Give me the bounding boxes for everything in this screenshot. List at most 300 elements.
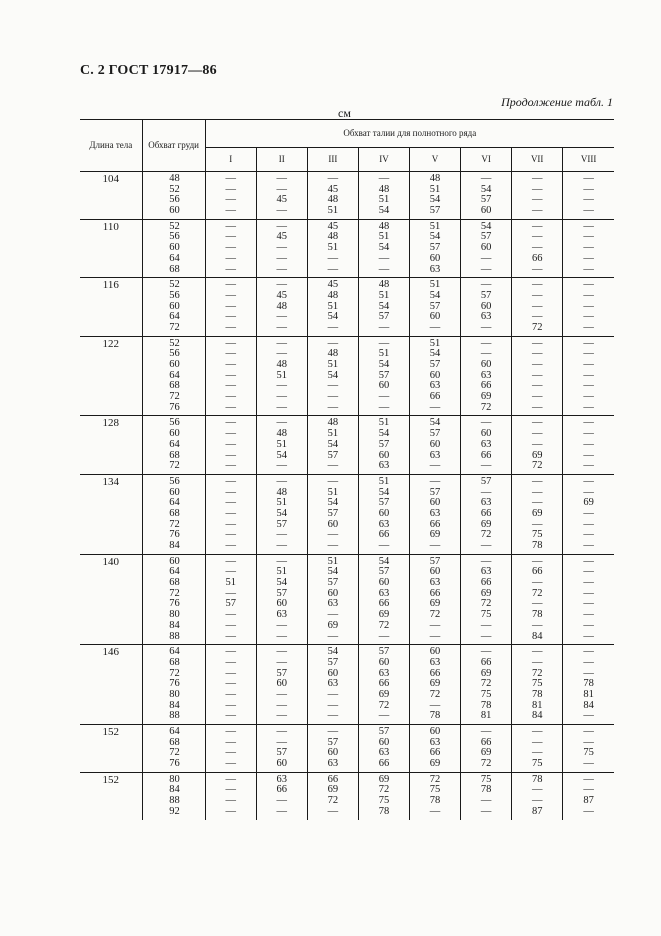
chest-girth-value: 60 <box>169 428 180 440</box>
waist-value: 60 <box>429 566 441 578</box>
waist-value-cell <box>563 278 614 336</box>
waist-value-cell <box>205 336 256 416</box>
waist-value: 57 <box>276 667 288 679</box>
waist-value-cell <box>205 416 256 474</box>
waist-value: — <box>531 380 543 392</box>
header-waist-col: I <box>205 148 256 172</box>
chest-girth-value: 56 <box>169 289 180 301</box>
waist-value: — <box>225 359 236 370</box>
waist-value-cell <box>205 172 256 220</box>
waist-value-cell <box>563 772 614 819</box>
waist-value: 63 <box>378 518 390 530</box>
waist-value: — <box>531 337 543 349</box>
waist-value-cell <box>256 416 307 474</box>
chest-girth-value: 84 <box>169 540 180 551</box>
waist-value: — <box>276 311 288 323</box>
waist-value: — <box>531 598 543 610</box>
waist-value: — <box>276 391 288 403</box>
waist-value: — <box>583 540 594 551</box>
waist-value-cell <box>563 474 614 554</box>
waist-value: 57 <box>327 507 339 519</box>
waist-value-cell <box>205 725 256 773</box>
waist-value: — <box>429 540 441 551</box>
length-group <box>80 645 614 725</box>
length-group <box>80 474 614 554</box>
waist-value: 57 <box>429 428 441 440</box>
waist-value: — <box>480 263 492 275</box>
waist-value: 60 <box>327 587 339 599</box>
waist-value: — <box>583 438 594 450</box>
waist-value: 87 <box>583 795 594 807</box>
header-waist-col: VIII <box>563 148 614 172</box>
waist-value: — <box>225 300 236 312</box>
waist-value: — <box>583 401 594 413</box>
waist-value: 51 <box>276 566 288 578</box>
waist-value: — <box>531 486 543 498</box>
waist-value: 78 <box>480 784 492 796</box>
waist-value: — <box>583 619 594 631</box>
chest-girth-value: 64 <box>169 369 180 381</box>
waist-value: — <box>429 619 441 631</box>
waist-value-cell <box>307 554 358 645</box>
waist-value: — <box>583 475 594 487</box>
waist-value: 54 <box>378 428 390 440</box>
waist-value: 63 <box>378 587 390 599</box>
waist-value: 48 <box>276 300 288 312</box>
waist-value: — <box>583 758 594 770</box>
waist-value: 60 <box>276 678 288 690</box>
waist-value-cell <box>512 474 563 554</box>
waist-value: 63 <box>327 678 339 690</box>
chest-girth-value: 88 <box>169 795 180 807</box>
waist-value: 66 <box>531 566 543 578</box>
waist-value: 54 <box>480 220 492 232</box>
waist-value: — <box>480 417 492 429</box>
waist-value: 57 <box>480 475 492 487</box>
waist-value: 57 <box>429 242 441 254</box>
waist-value: — <box>583 220 594 232</box>
chest-girth-cell <box>142 645 205 725</box>
length-group <box>80 172 614 220</box>
chest-girth-value: 88 <box>169 710 180 722</box>
waist-value: 63 <box>480 311 492 323</box>
body-length-cell: 140 <box>80 554 142 645</box>
chest-girth-value: 68 <box>169 380 180 392</box>
waist-value-cell <box>512 645 563 725</box>
waist-value: 69 <box>378 773 390 785</box>
waist-value: 57 <box>378 566 390 578</box>
chest-girth-value: 72 <box>169 587 180 599</box>
table-row <box>80 219 614 277</box>
waist-value: 60 <box>378 507 390 519</box>
waist-value: — <box>531 359 543 370</box>
waist-value: 69 <box>480 587 492 599</box>
chest-girth-value: 68 <box>169 507 180 519</box>
waist-value-cell <box>256 219 307 277</box>
waist-value: 51 <box>429 183 441 195</box>
waist-value: — <box>583 380 594 392</box>
waist-value: — <box>276 205 288 217</box>
waist-value: 57 <box>327 656 339 668</box>
length-group <box>80 416 614 474</box>
waist-value: 57 <box>378 311 390 323</box>
waist-value-cell <box>461 172 512 220</box>
waist-value-cell <box>358 645 409 725</box>
body-length-cell: 116 <box>80 278 142 336</box>
chest-girth-value: 64 <box>169 311 180 323</box>
waist-value-cell <box>358 416 409 474</box>
waist-value: — <box>583 289 594 301</box>
waist-value: 57 <box>429 486 441 498</box>
waist-value: 54 <box>378 555 390 567</box>
waist-value: — <box>583 773 594 785</box>
waist-value: 78 <box>583 678 594 690</box>
waist-value: — <box>583 656 594 668</box>
chest-girth-value: 68 <box>169 656 180 668</box>
waist-value: — <box>480 795 492 807</box>
waist-value: 72 <box>480 598 492 610</box>
waist-value: — <box>480 321 492 333</box>
length-group <box>80 725 614 773</box>
waist-value-cell <box>307 336 358 416</box>
waist-value-cell <box>512 554 563 645</box>
waist-value: — <box>429 805 441 817</box>
waist-value: 66 <box>429 667 441 679</box>
waist-value: — <box>225 486 236 498</box>
waist-value: 87 <box>531 805 543 817</box>
waist-value: — <box>378 391 390 403</box>
waist-value: — <box>276 630 288 642</box>
header-waist-col: II <box>256 148 307 172</box>
waist-value: 66 <box>429 587 441 599</box>
waist-value: — <box>583 667 594 679</box>
waist-value: 51 <box>378 417 390 429</box>
waist-value: 75 <box>583 747 594 759</box>
waist-value: 69 <box>480 747 492 759</box>
waist-value: — <box>531 736 543 748</box>
waist-value: — <box>583 587 594 599</box>
waist-value: 51 <box>429 279 441 291</box>
waist-value: 69 <box>378 688 390 700</box>
waist-value: — <box>583 646 594 658</box>
waist-value: — <box>583 577 594 589</box>
chest-girth-value: 76 <box>169 678 180 690</box>
waist-value: — <box>480 555 492 567</box>
waist-value: — <box>225 173 236 184</box>
waist-value: 57 <box>327 736 339 748</box>
waist-value: 51 <box>327 359 339 370</box>
waist-value: 66 <box>429 747 441 759</box>
waist-value: — <box>276 220 288 232</box>
waist-value: 63 <box>480 369 492 381</box>
waist-value: 81 <box>583 688 594 700</box>
waist-value: — <box>276 279 288 291</box>
waist-value: — <box>276 183 288 195</box>
chest-girth-value: 80 <box>169 688 180 700</box>
waist-value: 60 <box>429 726 441 737</box>
waist-value: — <box>480 279 492 291</box>
waist-value-cell <box>563 416 614 474</box>
waist-value: — <box>531 348 543 360</box>
header-waist-col: VII <box>512 148 563 172</box>
header-waist-col: IV <box>358 148 409 172</box>
waist-value: 51 <box>327 242 339 254</box>
chest-girth-cell <box>142 554 205 645</box>
waist-value: — <box>583 300 594 312</box>
waist-value: — <box>480 486 492 498</box>
waist-value: 69 <box>531 507 543 519</box>
waist-value: 63 <box>327 598 339 610</box>
waist-value: 72 <box>429 773 441 785</box>
waist-value: 48 <box>327 231 339 243</box>
waist-value: — <box>276 619 288 631</box>
waist-value: — <box>276 173 288 184</box>
waist-value: — <box>327 173 339 184</box>
body-length-cell: 146 <box>80 645 142 725</box>
chest-girth-value: 72 <box>169 518 180 530</box>
table-row <box>80 336 614 416</box>
waist-value: 48 <box>327 417 339 429</box>
waist-value: 57 <box>378 497 390 509</box>
waist-value-cell <box>307 725 358 773</box>
chest-girth-cell <box>142 416 205 474</box>
waist-value: — <box>531 205 543 217</box>
chest-girth-value: 84 <box>169 619 180 631</box>
waist-value: 66 <box>480 449 492 461</box>
waist-value: 69 <box>583 497 594 509</box>
waist-value: 63 <box>429 263 441 275</box>
waist-value: — <box>480 252 492 264</box>
waist-value: — <box>225 252 236 264</box>
chest-girth-value: 64 <box>169 252 180 264</box>
chest-girth-value: 88 <box>169 630 180 642</box>
waist-value: 57 <box>429 555 441 567</box>
waist-value: — <box>480 805 492 817</box>
waist-value-cell <box>563 725 614 773</box>
waist-value: — <box>378 173 390 184</box>
chest-girth-value: 68 <box>169 577 180 589</box>
chest-girth-value: 72 <box>169 321 180 333</box>
size-table <box>80 119 614 820</box>
chest-girth-value: 68 <box>169 449 180 461</box>
waist-value-cell <box>358 772 409 819</box>
chest-girth-value: 56 <box>169 194 180 206</box>
chest-girth-value: 68 <box>169 263 180 275</box>
waist-value: 54 <box>276 577 288 589</box>
waist-value: 51 <box>378 289 390 301</box>
waist-value: 54 <box>378 300 390 312</box>
waist-value: 69 <box>480 391 492 403</box>
waist-value: — <box>225 194 236 206</box>
waist-value: — <box>531 242 543 254</box>
waist-value: 60 <box>378 380 390 392</box>
waist-value: 60 <box>378 449 390 461</box>
waist-value: — <box>583 321 594 333</box>
waist-value: — <box>225 726 236 737</box>
waist-value: — <box>583 173 594 184</box>
waist-value: — <box>327 630 339 642</box>
waist-value: 48 <box>276 428 288 440</box>
waist-value: — <box>276 529 288 541</box>
waist-value: — <box>531 656 543 668</box>
body-length-cell: 152 <box>80 725 142 773</box>
waist-value: 45 <box>327 183 339 195</box>
waist-value: 69 <box>327 784 339 796</box>
waist-value: — <box>531 497 543 509</box>
waist-value: — <box>480 173 492 184</box>
waist-value: 75 <box>531 529 543 541</box>
waist-value: 48 <box>327 194 339 206</box>
waist-value: — <box>378 252 390 264</box>
waist-value: 69 <box>480 518 492 530</box>
waist-value: — <box>225 587 236 599</box>
chest-girth-cell <box>142 172 205 220</box>
waist-value-cell <box>461 416 512 474</box>
waist-value: — <box>583 242 594 254</box>
waist-value: 75 <box>480 609 492 621</box>
waist-value: — <box>583 279 594 291</box>
waist-value: — <box>531 311 543 323</box>
waist-value: 54 <box>378 359 390 370</box>
waist-value-cell <box>512 772 563 819</box>
table-continuation-label: Продолжение табл. 1 <box>501 95 613 109</box>
waist-value-cell <box>512 416 563 474</box>
length-group <box>80 219 614 277</box>
waist-value: — <box>583 369 594 381</box>
waist-value: 78 <box>531 609 543 621</box>
waist-value: — <box>327 337 339 349</box>
waist-value: — <box>583 710 594 722</box>
table-row <box>80 278 614 336</box>
chest-girth-value: 64 <box>169 497 180 509</box>
waist-value: — <box>429 475 441 487</box>
waist-value: — <box>225 391 236 403</box>
waist-value: 57 <box>480 289 492 301</box>
waist-value: 69 <box>327 619 339 631</box>
waist-value: 69 <box>429 529 441 541</box>
waist-value: — <box>225 507 236 519</box>
chest-girth-value: 84 <box>169 699 180 711</box>
waist-value: 54 <box>327 497 339 509</box>
waist-value-cell <box>410 416 461 474</box>
waist-value-cell <box>358 172 409 220</box>
waist-value: — <box>276 699 288 711</box>
chest-girth-value: 60 <box>169 242 180 254</box>
waist-value: — <box>327 263 339 275</box>
waist-value: 69 <box>378 609 390 621</box>
waist-value: — <box>225 773 236 785</box>
waist-value: — <box>225 242 236 254</box>
waist-value: — <box>583 507 594 519</box>
waist-value: — <box>276 380 288 392</box>
body-length-cell: 134 <box>80 474 142 554</box>
waist-value: 78 <box>378 805 390 817</box>
waist-value: — <box>225 699 236 711</box>
waist-value: 48 <box>276 359 288 370</box>
length-group <box>80 772 614 819</box>
waist-value-cell <box>358 554 409 645</box>
chest-girth-cell <box>142 725 205 773</box>
waist-value: 75 <box>378 795 390 807</box>
waist-value: — <box>378 263 390 275</box>
waist-value: — <box>225 449 236 461</box>
header-waist-col: III <box>307 148 358 172</box>
waist-value-cell <box>205 278 256 336</box>
waist-value: 60 <box>378 736 390 748</box>
waist-value: — <box>225 518 236 530</box>
waist-value: 60 <box>378 656 390 668</box>
waist-value-cell <box>307 474 358 554</box>
waist-value: — <box>327 688 339 700</box>
waist-value-cell <box>512 172 563 220</box>
waist-value: 54 <box>378 205 390 217</box>
waist-value: — <box>429 321 441 333</box>
waist-value: 72 <box>327 795 339 807</box>
chest-girth-value: 60 <box>169 486 180 498</box>
waist-value: — <box>225 555 236 567</box>
waist-value: 48 <box>276 486 288 498</box>
waist-value-cell <box>410 219 461 277</box>
header-waist-group: Обхват талии для полнотного ряда <box>205 120 614 148</box>
waist-value: 60 <box>327 747 339 759</box>
waist-value: — <box>429 699 441 711</box>
waist-value-cell <box>512 725 563 773</box>
waist-value: 60 <box>480 428 492 440</box>
waist-value-cell <box>461 772 512 819</box>
waist-value: — <box>327 460 339 472</box>
waist-value-cell <box>205 554 256 645</box>
waist-value: 60 <box>429 438 441 450</box>
waist-value: 63 <box>378 747 390 759</box>
waist-value: 57 <box>429 300 441 312</box>
waist-value-cell <box>410 474 461 554</box>
waist-value: — <box>583 518 594 530</box>
waist-value: — <box>378 630 390 642</box>
waist-value: 45 <box>276 289 288 301</box>
waist-value: — <box>276 263 288 275</box>
waist-value: — <box>327 710 339 722</box>
waist-value-cell <box>410 278 461 336</box>
waist-value: 54 <box>276 507 288 519</box>
waist-value-cell <box>256 554 307 645</box>
waist-value: 84 <box>583 699 594 711</box>
chest-girth-value: 80 <box>169 609 180 621</box>
waist-value-cell <box>410 172 461 220</box>
waist-value: 75 <box>531 758 543 770</box>
waist-value-cell <box>512 219 563 277</box>
waist-value: 63 <box>276 773 288 785</box>
waist-value: 48 <box>327 348 339 360</box>
chest-girth-value: 76 <box>169 758 180 770</box>
waist-value: 57 <box>378 646 390 658</box>
waist-value: 60 <box>429 369 441 381</box>
waist-value: 57 <box>378 726 390 737</box>
waist-value: 54 <box>327 646 339 658</box>
waist-value: — <box>327 401 339 413</box>
waist-value: 60 <box>378 577 390 589</box>
waist-value: 54 <box>276 449 288 461</box>
waist-value: — <box>276 646 288 658</box>
waist-value: 84 <box>531 710 543 722</box>
waist-value: 72 <box>480 529 492 541</box>
waist-value: 78 <box>531 540 543 551</box>
chest-girth-value: 60 <box>169 300 180 312</box>
chest-girth-value: 56 <box>169 348 180 360</box>
waist-value: — <box>531 428 543 440</box>
waist-value: 66 <box>276 784 288 796</box>
waist-value: 66 <box>378 598 390 610</box>
waist-value-cell <box>461 278 512 336</box>
